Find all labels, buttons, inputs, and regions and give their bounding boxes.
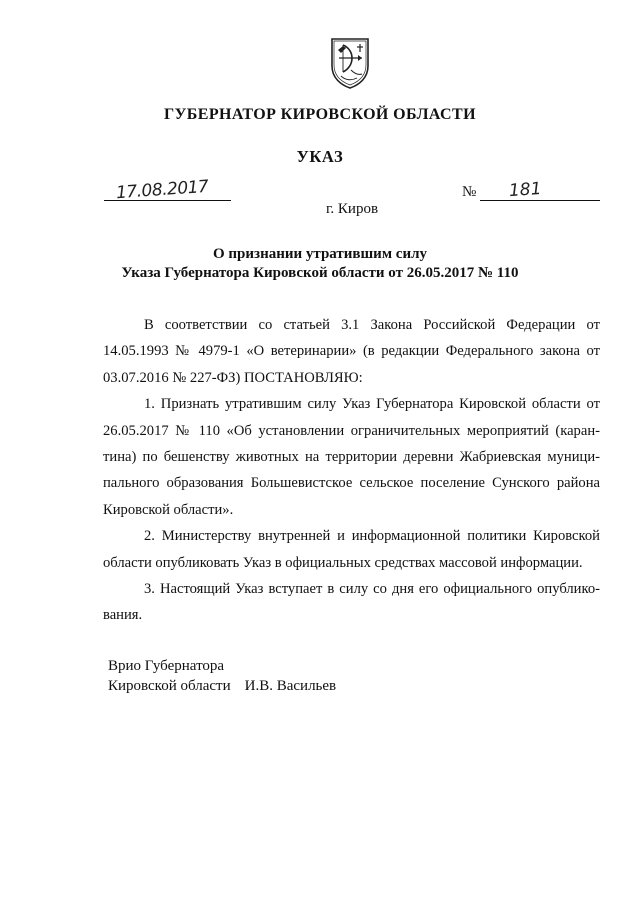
signer-position-line1: Врио Губернатора (108, 658, 225, 674)
signer-position-region: Кировской области (108, 678, 231, 694)
clause-1-paragraph: 1. Признать утратившим силу Указ Губернатора Кировской области от 26.05.2017 № 110 «Об установлении ограничительных мероприятий (каран-тина) по бешенству животных на территории деревни Жабриевская муници-пального образования Большевистское сельское поселение Сунского района Кировской области». (103, 396, 600, 518)
coat-of-arms-icon (329, 36, 371, 90)
signature-block (108, 656, 336, 696)
signer-position-line2 (108, 676, 336, 696)
document-type-heading: УКАЗ (296, 147, 344, 166)
number-label: № (462, 184, 477, 200)
authority-heading: ГУБЕРНАТОР КИРОВСКОЙ ОБЛАСТИ (164, 106, 476, 123)
document-body (103, 312, 600, 629)
document-title-line1: О признании утратившим силу (213, 246, 427, 262)
signer-name: И.В. Васильев (244, 678, 337, 694)
preamble-paragraph: В соответствии со статьей 3.1 Закона Российской Федерации от 14.05.1993 № 4979-1 «О ветеринарии» (в редакции Федерального закона от 03.07.2016 № 227-ФЗ) ПОСТАНОВЛЯЮ: (103, 317, 600, 386)
document-title-line2: Указа Губернатора Кировской области от 26.05.2017 № 110 (121, 265, 519, 281)
handwritten-number: 181 (508, 178, 543, 202)
clause-3-paragraph: 3. Настоящий Указ вступает в силу со дня его официального опублико-вания. (103, 581, 600, 624)
handwritten-date: 17.08.2017 (115, 176, 209, 204)
city-label: г. Киров (325, 201, 379, 217)
clause-2-paragraph: 2. Министерству внутренней и информационной политики Кировской области опубликовать Указ в официальных средствах массовой информации. (103, 528, 600, 571)
